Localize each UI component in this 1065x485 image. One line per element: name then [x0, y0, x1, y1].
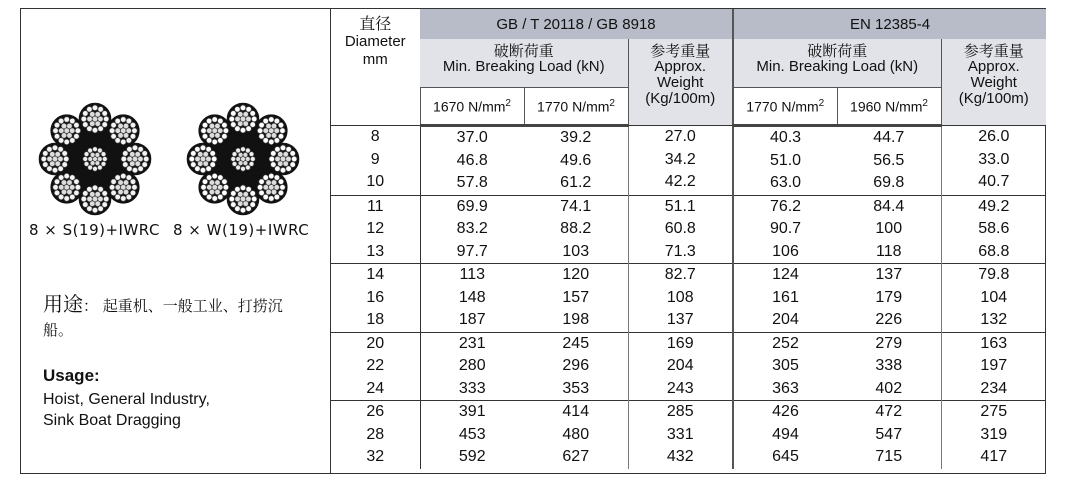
table-cell: 10 [366, 173, 385, 190]
table-cell: 12 [366, 220, 385, 237]
table-cell: 103 [562, 242, 590, 260]
col-gb-1670 [420, 401, 524, 469]
table-cell: 13 [366, 242, 385, 260]
table-cell: 37.0 [456, 129, 488, 146]
table-cell: 426 [772, 403, 799, 420]
row-group [331, 264, 1046, 333]
en-weight-cn: 参考重量 [963, 42, 1024, 60]
table-cell: 305 [772, 357, 799, 374]
col-gb-1770 [524, 264, 628, 333]
table-cell: 49.2 [978, 197, 1010, 215]
table-cell: 39.2 [560, 129, 592, 146]
table-cell: 132 [980, 311, 1008, 328]
col-diameter [331, 195, 420, 264]
table-cell: 472 [875, 403, 903, 420]
table-cell: 40.7 [978, 173, 1010, 190]
rope-label-w19: 8 × W(19)+IWRC [173, 221, 310, 239]
table-cell: 9 [370, 150, 380, 168]
table-cell: 74.1 [560, 197, 592, 215]
rope-label-s19: 8 × S(19)+IWRC [29, 221, 160, 239]
table-cell: 26.0 [978, 128, 1010, 145]
table-cell: 204 [666, 357, 694, 374]
col-gb-1670 [420, 195, 524, 264]
col-gb-1770 [524, 126, 628, 196]
usage-en-line-1: Hoist, General Industry, [43, 391, 210, 408]
usage-en-line-2: Sink Boat Dragging [43, 412, 181, 429]
col-diameter [331, 126, 420, 196]
en-breaking-en: Min. Breaking Load (kN) [756, 58, 919, 75]
diameter-header-unit: mm [362, 51, 388, 68]
rope-s19-cross-section-icon [37, 101, 153, 217]
table-cell: 83.2 [456, 220, 488, 237]
table-cell: 20 [366, 334, 385, 352]
gb-weight-header [628, 39, 733, 126]
col-en-1770 [733, 401, 837, 469]
table-cell: 252 [772, 334, 799, 352]
table-cell: 137 [875, 266, 903, 283]
table-cell: 402 [875, 379, 903, 397]
group-header-gb: GB / T 20118 / GB 8918 [420, 9, 733, 39]
col-gb-1770 [524, 332, 628, 401]
col-en-1770 [733, 332, 837, 401]
table-cell: 124 [772, 266, 799, 283]
table-cell: 11 [366, 197, 384, 215]
table-cell: 547 [875, 425, 903, 443]
row-group [331, 401, 1046, 469]
col-gb-weight [628, 264, 733, 333]
table-cell: 14 [366, 266, 385, 283]
grade-gb-1670: 1670 $N/mm^2$ [420, 88, 524, 126]
table-cell: 363 [772, 379, 799, 397]
col-gb-weight [628, 332, 733, 401]
table-cell: 353 [562, 379, 590, 397]
en-weight-unit: (Kg/100m) [958, 90, 1029, 107]
col-diameter [331, 264, 420, 333]
table-cell: 27.0 [664, 128, 696, 145]
table-cell: 68.8 [978, 242, 1010, 260]
table-cell: 46.8 [456, 151, 488, 169]
table-cell: 169 [666, 334, 694, 352]
table-cell: 8 [370, 128, 380, 145]
table-cell: 104 [980, 288, 1008, 306]
usage-english [43, 389, 210, 431]
table-cell: 100 [875, 220, 903, 237]
col-gb-1770 [524, 195, 628, 264]
col-gb-weight [628, 195, 733, 264]
table-cell: 51.0 [769, 151, 802, 169]
table-cell: 333 [458, 379, 486, 397]
table-cell: 163 [980, 334, 1008, 352]
table-cell: 118 [876, 242, 902, 260]
table-cell: 197 [980, 357, 1008, 374]
table-cell: 120 [562, 266, 590, 283]
spec-sheet [20, 8, 1046, 474]
table-cell: 28 [366, 425, 385, 443]
table-cell: 453 [458, 425, 486, 443]
table-cell: 108 [666, 288, 694, 306]
gb-weight-en1: Approx. [654, 58, 707, 75]
col-gb-weight [628, 401, 733, 469]
table-cell: 148 [458, 288, 486, 306]
row-group [331, 332, 1046, 401]
col-en-weight [941, 401, 1046, 469]
table-cell: 32 [366, 448, 385, 465]
table-cell: 432 [666, 448, 694, 465]
grade-en-1960: 1960 $N/mm^2$ [837, 88, 941, 126]
table-cell: 26 [366, 403, 385, 420]
table-cell: 57.8 [456, 174, 488, 191]
table-cell: 331 [666, 425, 694, 443]
col-diameter [331, 401, 420, 469]
table-cell: 179 [875, 288, 903, 306]
table-cell: 90.7 [769, 220, 802, 237]
gb-weight-cn: 参考重量 [650, 42, 711, 60]
col-en-weight [941, 264, 1046, 333]
gb-breaking-en: Min. Breaking Load (kN) [442, 58, 605, 75]
row-group [331, 126, 1046, 196]
table-cell: 69.8 [873, 174, 905, 191]
col-gb-1670 [420, 332, 524, 401]
col-en-weight [941, 126, 1046, 196]
col-gb-1670 [420, 264, 524, 333]
usage-chinese [43, 292, 303, 342]
table-cell: 71.3 [664, 242, 696, 260]
gb-breaking-cn: 破断荷重 [493, 42, 554, 60]
gb-breaking-load-header [420, 39, 628, 88]
table-cell: 137 [666, 311, 694, 328]
col-en-weight [941, 195, 1046, 264]
table-cell: 42.2 [664, 173, 696, 190]
usage-cn-text: ： 起重机、一般工业、打捞沉船。 [43, 297, 283, 339]
usage-cn-title: 用途 [43, 292, 83, 316]
table-cell: 204 [772, 311, 799, 328]
table-cell: 82.7 [664, 266, 696, 283]
table-cell: 22 [366, 357, 385, 374]
en-breaking-cn: 破断荷重 [807, 42, 868, 60]
table-cell: 198 [562, 311, 590, 328]
table-cell: 157 [562, 288, 590, 306]
table-cell: 414 [562, 403, 590, 420]
en-weight-en1: Approx. [967, 58, 1020, 75]
table-cell: 245 [562, 334, 590, 352]
col-gb-weight [628, 126, 733, 196]
col-en-1960 [837, 195, 941, 264]
col-en-weight [941, 332, 1046, 401]
table-cell: 88.2 [560, 220, 592, 237]
table-cell: 60.8 [664, 220, 696, 237]
table-cell: 187 [458, 311, 486, 328]
table-cell: 106 [772, 242, 799, 260]
table-cell: 63.0 [769, 174, 802, 191]
table-cell: 69.9 [456, 197, 488, 215]
col-en-1770 [733, 195, 837, 264]
table-cell: 56.5 [873, 151, 905, 169]
col-en-1960 [837, 401, 941, 469]
en-breaking-load-header [733, 39, 941, 88]
table-cell: 279 [875, 334, 903, 352]
table-cell: 84.4 [873, 197, 905, 215]
table-cell: 49.6 [560, 151, 592, 169]
table-cell: 16 [366, 288, 385, 306]
rope-w19-cross-section-icon [185, 101, 301, 217]
diameter-header [331, 9, 420, 126]
table-cell: 76.2 [769, 197, 802, 215]
table-cell: 338 [875, 357, 903, 374]
col-gb-1770 [524, 401, 628, 469]
table-cell: 285 [666, 403, 694, 420]
col-gb-1670 [420, 126, 524, 196]
col-en-1960 [837, 126, 941, 196]
table-cell: 715 [875, 448, 903, 465]
col-en-1770 [733, 264, 837, 333]
table-cell: 391 [458, 403, 486, 420]
table-cell: 319 [980, 425, 1008, 443]
table-cell: 243 [666, 379, 694, 397]
grade-en-1770: 1770 $N/mm^2$ [733, 88, 837, 126]
table-cell: 280 [458, 357, 486, 374]
specification-table [331, 9, 1046, 469]
gb-weight-en2: Weight [657, 74, 704, 91]
col-diameter [331, 332, 420, 401]
table-cell: 275 [980, 403, 1008, 420]
left-panel [21, 9, 331, 473]
table-cell: 34.2 [664, 150, 696, 168]
table-cell: 417 [980, 448, 1008, 465]
col-en-1960 [837, 264, 941, 333]
row-group [331, 195, 1046, 264]
diameter-header-en: Diameter [344, 33, 406, 50]
table-cell: 18 [366, 311, 385, 328]
col-en-1770 [733, 126, 837, 196]
col-en-1960 [837, 332, 941, 401]
diameter-header-cn: 直径 [359, 14, 392, 33]
table-cell: 58.6 [978, 220, 1010, 237]
grade-gb-1770: 1770 $N/mm^2$ [524, 88, 628, 126]
table-body [331, 126, 1046, 469]
table-cell: 44.7 [873, 129, 905, 146]
table-cell: 480 [562, 425, 590, 443]
usage-title: Usage: [43, 366, 100, 385]
table-cell: 61.2 [560, 174, 592, 191]
group-header-en: EN 12385-4 [733, 9, 1046, 39]
table-cell: 494 [772, 425, 799, 443]
table-cell: 40.3 [769, 129, 802, 146]
table-cell: 226 [875, 311, 903, 328]
table-cell: 51.1 [664, 197, 696, 215]
table-cell: 296 [562, 357, 590, 374]
gb-weight-unit: (Kg/100m) [645, 90, 716, 107]
table-cell: 234 [980, 379, 1008, 397]
table-cell: 113 [459, 266, 485, 283]
table-cell: 33.0 [978, 150, 1010, 168]
table-cell: 592 [458, 448, 486, 465]
en-weight-header [941, 39, 1046, 126]
en-weight-en2: Weight [970, 74, 1017, 91]
table-cell: 79.8 [978, 266, 1010, 283]
table-cell: 97.7 [456, 242, 488, 260]
table-cell: 627 [562, 448, 590, 465]
table-cell: 645 [772, 448, 799, 465]
table-cell: 24 [366, 379, 385, 397]
table-cell: 231 [458, 334, 486, 352]
table-cell: 161 [772, 288, 799, 306]
